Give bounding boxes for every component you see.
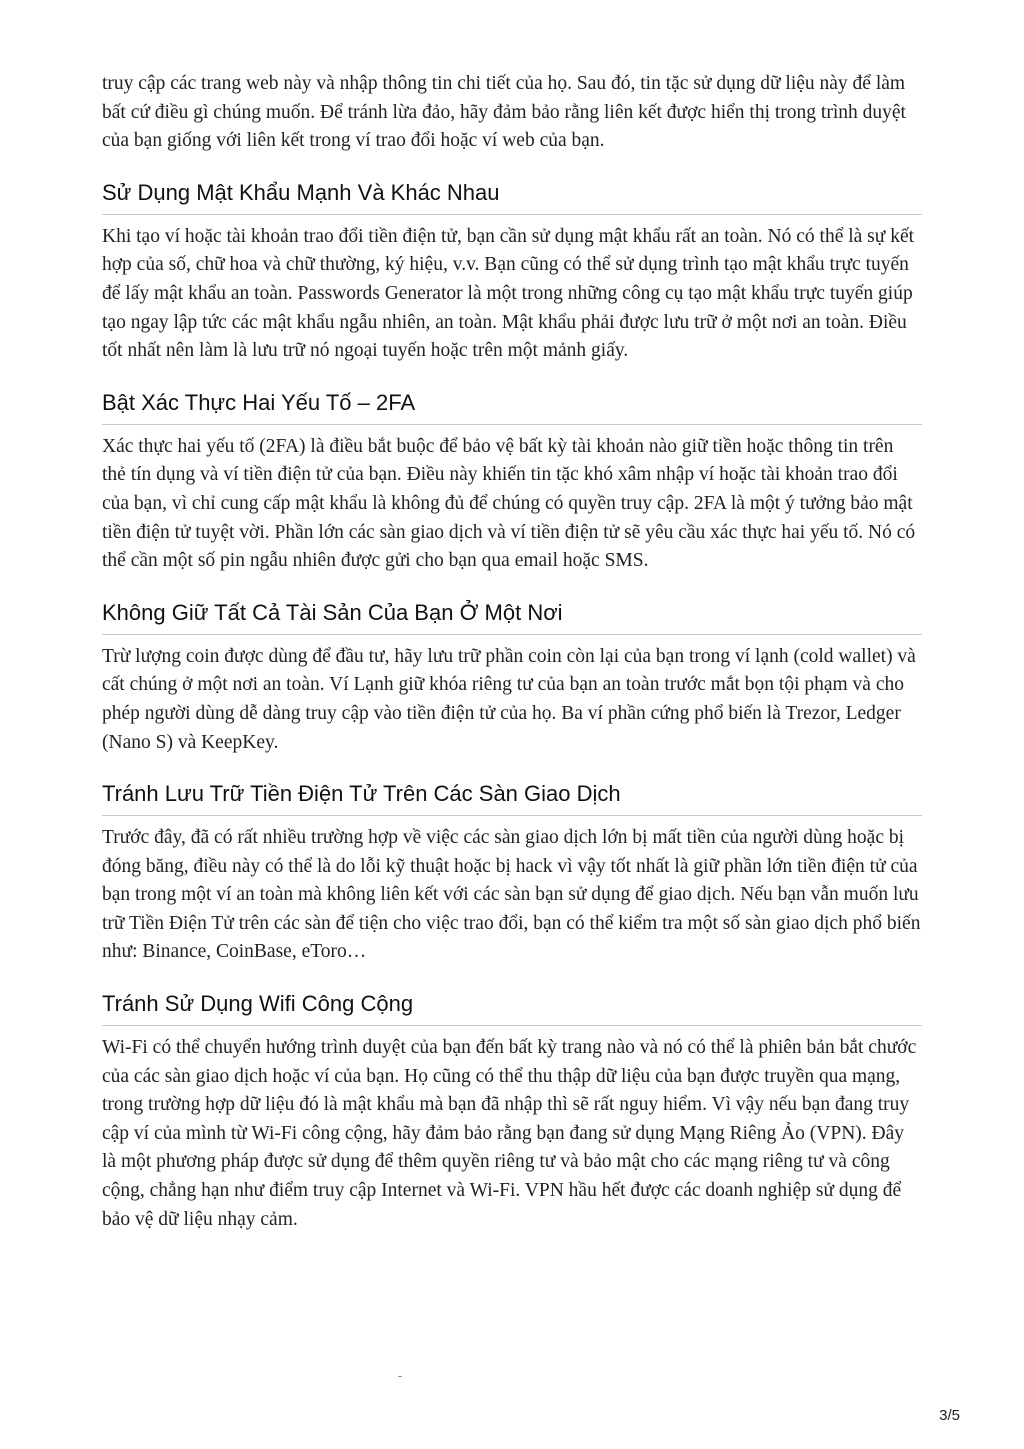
section-heading: Không Giữ Tất Cả Tài Sản Của Bạn Ở Một Nơi [102,600,922,635]
section-paragraph: Khi tạo ví hoặc tài khoản trao đổi tiền điện tử, bạn cần sử dụng mật khẩu rất an toàn. Nó có thể là sự kết hợp của số, chữ hoa và chữ thường, ký hiệu, v.v. Bạn cũng có thể sử dụng trình tạo mật khẩu trực tuyến để lấy mật khẩu an toàn. Passwords Generator là một trong những công cụ tạo mật khẩu trực tuyến giúp tạo ngay lập tức các mật khẩu ngẫu nhiên, an toàn. Mật khẩu phải được lưu trữ ở một nơi an toàn. Điều tốt nhất nên làm là lưu trữ nó ngoại tuyến hoặc trên một mảnh giấy. [102,225,915,362]
stray-mark [398,1376,402,1377]
section-paragraph: Wi-Fi có thể chuyển hướng trình duyệt của bạn đến bất kỳ trang nào và nó có thể là phiên bản bắt chước của các sàn giao dịch hoặc ví của bạn. Họ cũng có thể thu thập dữ liệu của bạn được truyền qua mạng, trong trường hợp dữ liệu đó là mật khẩu mà bạn đã nhập thì sẽ rất nguy hiểm. Vì vậy nếu bạn đang truy cập ví của mình từ Wi-Fi công cộng, hãy đảm bảo rằng bạn đang sử dụng Mạng Riêng Ảo (VPN). Đây là một phương pháp được sử dụng để thêm quyền riêng tư và bảo mật cho các mạng riêng tư và công cộng, chẳng hạn như điểm truy cập Internet và Wi-Fi. VPN hầu hết được các doanh nghiệp sử dụng để bảo vệ dữ liệu nhạy cảm. [102,1037,917,1230]
section-cold-wallet [102,600,922,757]
section-avoid-exchanges [102,781,922,967]
page-number: 3/5 [939,1407,960,1424]
section-paragraph: Trừ lượng coin được dùng để đầu tư, hãy lưu trữ phần coin còn lại của bạn trong ví lạnh (cold wallet) và cất chúng ở một nơi an toàn. Ví Lạnh giữ khóa riêng tư của bạn an toàn trước mắt bọn tội phạm và cho phép người dùng dễ dàng truy cập vào tiền điện tử của họ. Ba ví phần cứng phổ biến là Trezor, Ledger (Nano S) và KeepKey. [102,645,916,753]
document-page [102,70,922,1234]
section-paragraph: Trước đây, đã có rất nhiều trường hợp về việc các sàn giao dịch lớn bị mất tiền của người dùng hoặc bị đóng băng, điều này có thể là do lỗi kỹ thuật hoặc bị hack vì vậy tốt nhất là giữ phần lớn tiền điện tử của bạn trong một ví an toàn mà không liên kết với các sàn bạn sử dụng để giao dịch. Nếu bạn vẫn muốn lưu trữ Tiền Điện Tử trên các sàn để tiện cho việc trao đổi, bạn có thể kiểm tra một số sàn giao dịch phổ biến như: Binance, CoinBase, eToro… [102,827,921,963]
section-heading: Sử Dụng Mật Khẩu Mạnh Và Khác Nhau [102,180,922,215]
section-heading: Tránh Lưu Trữ Tiền Điện Tử Trên Các Sàn Giao Dịch [102,781,922,816]
section-public-wifi [102,991,922,1234]
section-heading: Tránh Sử Dụng Wifi Công Cộng [102,991,922,1026]
section-paragraph: Xác thực hai yếu tố (2FA) là điều bắt buộc để bảo vệ bất kỳ tài khoản nào giữ tiền hoặc thông tin trên thẻ tín dụng và ví tiền điện tử của bạn. Điều này khiến tin tặc khó xâm nhập ví hoặc tài khoản trao đổi của bạn, vì chỉ cung cấp mật khẩu là không đủ để chúng có quyền truy cập. 2FA là một ý tưởng bảo mật tiền điện tử tuyệt vời. Phần lớn các sàn giao dịch và ví tiền điện tử sẽ yêu cầu xác thực hai yếu tố. Nó có thể cần một số pin ngẫu nhiên được gửi cho bạn qua email hoặc SMS. [102,435,916,572]
section-strong-passwords [102,180,922,366]
intro-paragraph: truy cập các trang web này và nhập thông tin chi tiết của họ. Sau đó, tin tặc sử dụng dữ liệu này để làm bất cứ điều gì chúng muốn. Để tránh lừa đảo, hãy đảm bảo rằng liên kết được hiển thị trong trình duyệt của bạn giống với liên kết trong ví trao đổi hoặc ví web của bạn. [102,73,906,152]
section-2fa [102,390,922,576]
section-heading: Bật Xác Thực Hai Yếu Tố – 2FA [102,390,922,425]
